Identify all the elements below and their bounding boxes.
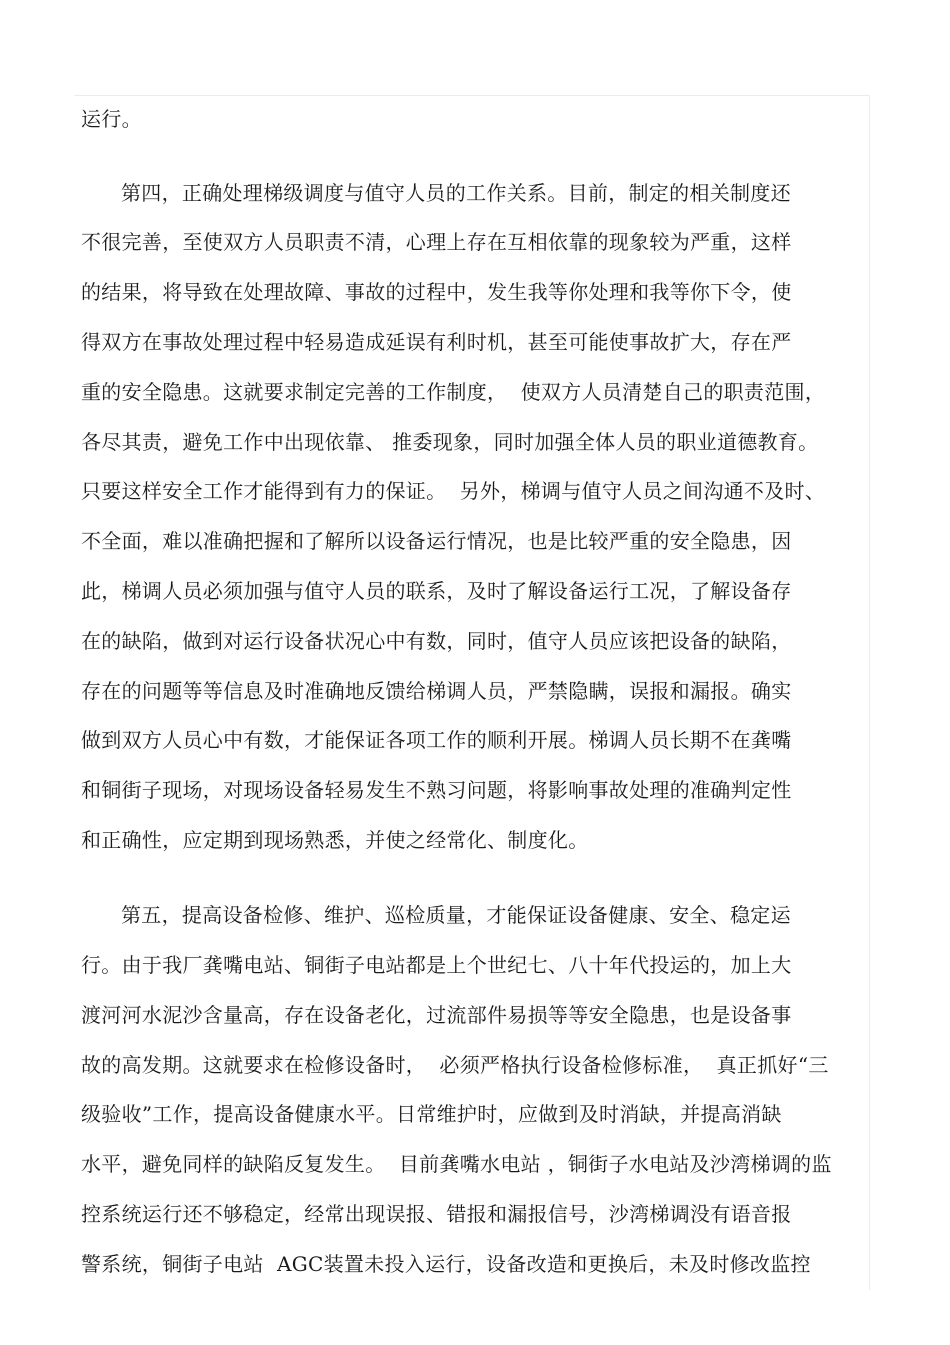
text-line: 各尽其责，避免工作中出现依靠、 推委现象，同时加强全体人员的职业道德教育。: [81, 430, 819, 454]
text-line: 警系统，铜街子电站 AGC装置未投入运行，设备改造和更换后，未及时修改监控: [81, 1252, 811, 1276]
text-line: 存在的问题等等信息及时准确地反馈给梯调人员，严禁隐瞒，误报和漏报。确实: [81, 679, 792, 703]
paragraph-five-first-line: 第五，提高设备检修、维护、巡检质量，才能保证设备健康、安全、稳定运: [121, 903, 791, 927]
text-line: 不全面，难以准确把握和了解所以设备运行情况，也是比较严重的安全隐患，因: [81, 529, 792, 553]
text-line: 做到双方人员心中有数，才能保证各项工作的顺利开展。梯调人员长期不在龚嘴: [81, 728, 792, 752]
text-line: 得双方在事故处理过程中轻易造成延误有利时机，甚至可能使事故扩大，存在严: [81, 330, 792, 354]
paragraph-four-first-line: 第四，正确处理梯级调度与值守人员的工作关系。目前，制定的相关制度还: [121, 181, 791, 205]
text-line: 重的安全隐患。这就要求制定完善的工作制度， 使双方人员清楚自己的职责范围，: [81, 380, 826, 404]
text-line: 此，梯调人员必须加强与值守人员的联系，及时了解设备运行工况，了解设备存: [81, 579, 792, 603]
text-line: 水平，避免同样的缺陷反复发生。 目前龚嘴水电站 ，铜街子水电站及沙湾梯调的监: [81, 1152, 832, 1176]
text-line: 行。由于我厂龚嘴电站、铜街子电站都是上个世纪七、八十年代投运的，加上大: [81, 953, 792, 977]
text-line: 故的高发期。这就要求在检修设备时， 必须严格执行设备检修标准， 真正抓好“三: [81, 1053, 829, 1077]
text-line: 控系统运行还不够稳定，经常出现误报、错报和漏报信号，沙湾梯调没有语音报: [81, 1202, 792, 1226]
text-line: 渡河河水泥沙含量高，存在设备老化，过流部件易损等等安全隐患，也是设备事: [81, 1003, 792, 1027]
text-line: 和铜街子现场，对现场设备轻易发生不熟习问题，将影响事故处理的准确判定性: [81, 778, 792, 802]
text-line: 和正确性，应定期到现场熟悉，并使之经常化、制度化。: [81, 828, 589, 852]
text-line: 不很完善，至使双方人员职责不清，心理上存在互相依靠的现象较为严重，这样: [81, 230, 792, 254]
text-line: 运行。: [81, 107, 142, 131]
text-line: 的结果，将导致在处理故障、事故的过程中，发生我等你处理和我等你下令，使: [81, 280, 792, 304]
text-line: 只要这样安全工作才能得到有力的保证。 另外，梯调与值守人员之间沟通不及时、: [81, 479, 826, 503]
text-line: 在的缺陷，做到对运行设备状况心中有数，同时，值守人员应该把设备的缺陷，: [81, 629, 792, 653]
text-line: 级验收”工作，提高设备健康水平。日常维护时，应做到及时消缺，并提高消缺: [81, 1102, 782, 1126]
